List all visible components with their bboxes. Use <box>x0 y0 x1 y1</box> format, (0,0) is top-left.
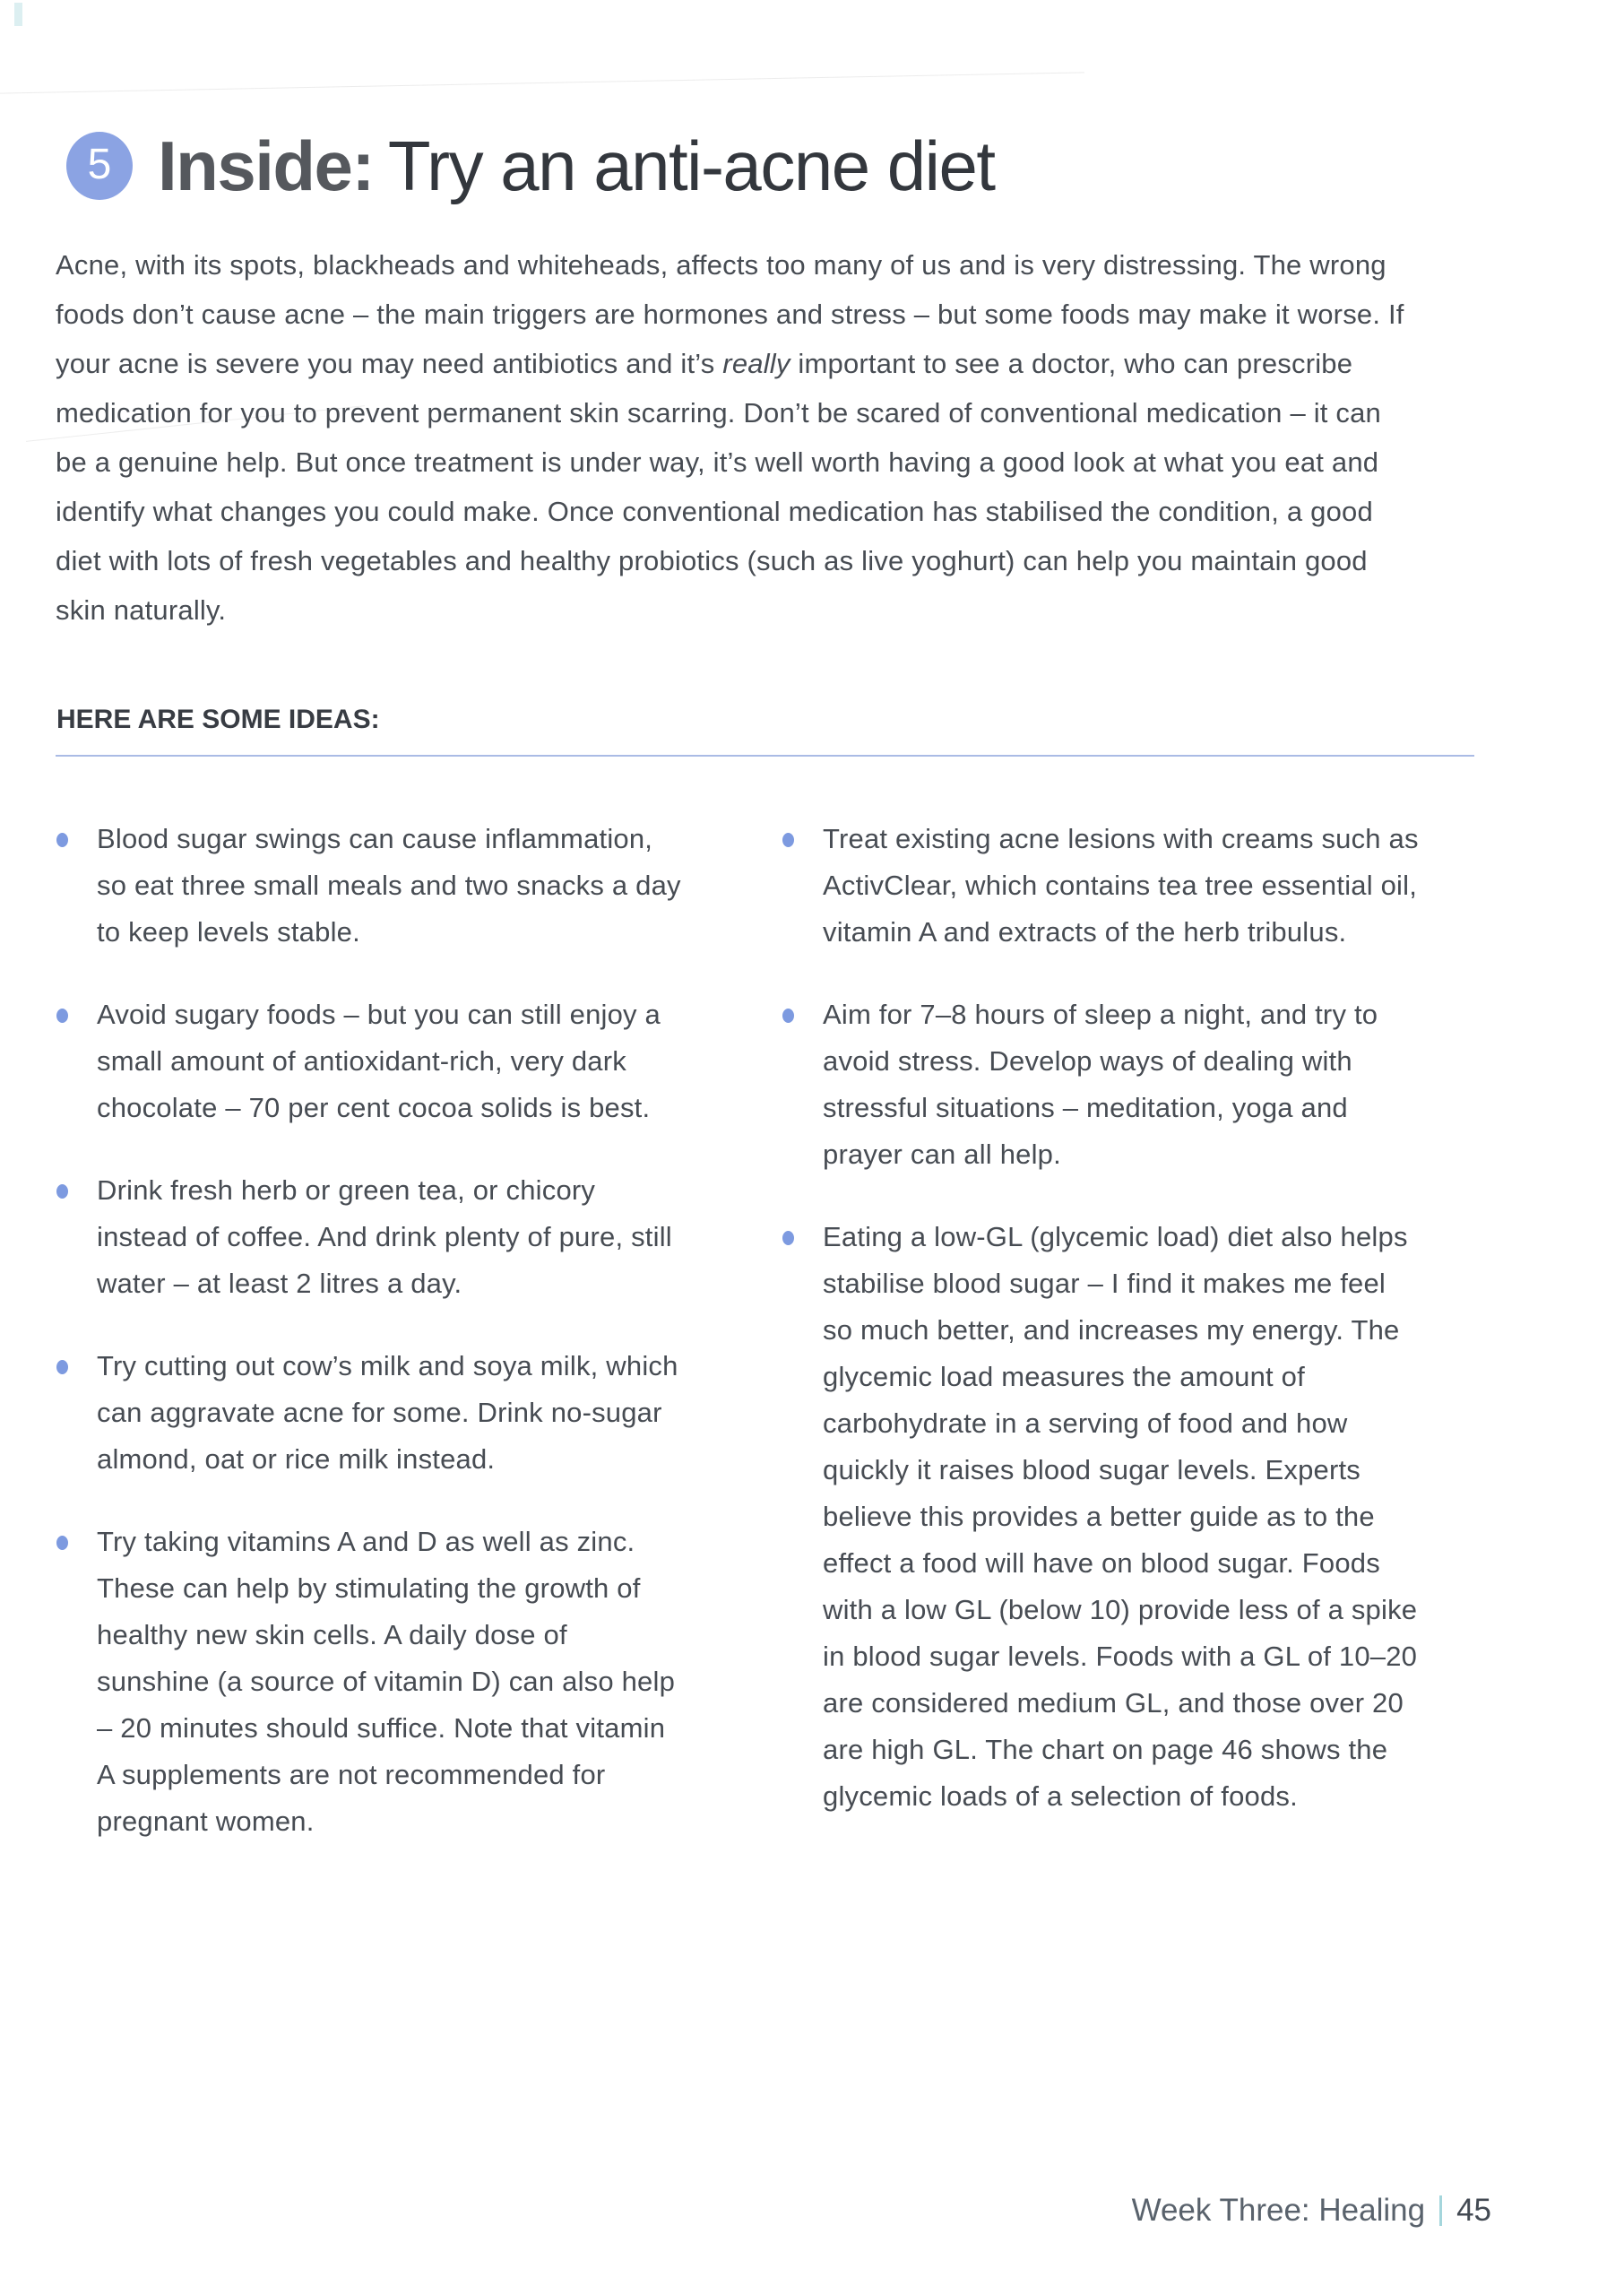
footer-page-number: 45 <box>1456 2193 1491 2228</box>
ideas-left-column <box>56 816 683 1881</box>
idea-text: Try taking vitamins A and D as well as zinc. These can help by stimulating the growth of healthy new skin cells. A daily dose of sunshine (a source of vitamin D) can also help – 20 minutes should suffice. Note that vitamin A supplements are not recommended for pregnant women. <box>97 1526 676 1837</box>
idea-text: Aim for 7–8 hours of sleep a night, and try to avoid stress. Develop ways of dealing with stressful situations – meditation, yoga and prayer can all help. <box>823 999 1378 1170</box>
idea-text: Drink fresh herb or green tea, or chicory instead of coffee. And drink plenty of pure, still water – at least 2 litres a day. <box>97 1174 672 1299</box>
chapter-number: 5 <box>87 141 112 188</box>
page-title <box>158 126 995 205</box>
idea-item <box>56 991 683 1131</box>
idea-item <box>56 816 683 956</box>
idea-text: Blood sugar swings can cause inflammation, so eat three small meals and two snacks a day to keep levels stable. <box>97 823 681 948</box>
intro-text-after-italic: important to see a doctor, who can prescribe medication for you to prevent permanent skin scarring. Don’t be scared of conventional medication – it can be a genuine help. But once treatment is under way, it’s well worth having a good look at what you eat and identify what changes you could make. Once conventional medication has stabilised the condition, a good diet with lots of fresh vegetables and healthy probiotics (such as live yoghurt) can help you maintain good skin naturally. <box>56 348 1381 626</box>
intro-paragraph <box>56 240 1418 635</box>
chapter-number-badge <box>66 132 133 200</box>
footer-divider <box>1439 2195 1442 2226</box>
intro-italic-word: really <box>722 348 790 379</box>
idea-text: Try cutting out cow’s milk and soya milk, which can aggravate acne for some. Drink no-sugar almond, oat or rice milk instead. <box>97 1350 678 1475</box>
idea-item <box>56 1343 683 1483</box>
heading-rule <box>56 755 1474 757</box>
bullet-dot <box>56 1360 68 1374</box>
ideas-right-column <box>782 816 1420 1856</box>
page-heading <box>66 126 995 205</box>
bullet-dot <box>56 833 68 847</box>
idea-item <box>56 1167 683 1307</box>
title-rest: Try an anti-acne diet <box>387 126 995 205</box>
scan-artifact-line <box>0 72 1084 93</box>
idea-text: Avoid sugary foods – but you can still enjoy a small amount of antioxidant-rich, very dark chocolate – 70 per cent cocoa solids is best. <box>97 999 661 1123</box>
page-footer <box>1132 2193 1491 2229</box>
idea-item <box>782 991 1420 1178</box>
idea-text: Eating a low-GL (glycemic load) diet also helps stabilise blood sugar – I find it makes me feel so much better, and increases my energy. The glycemic load measures the amount of carbohydrate in a serving of food and how quickly it raises blood sugar levels. Experts believe this provides a better guide as to the effect a food will have on blood sugar. Foods with a low GL (below 10) provide less of a spike in blood sugar levels. Foods with a GL of 10–20 are considered medium GL, and those over 20 are high GL. The chart on page 46 shows the glycemic loads of a selection of foods. <box>823 1221 1418 1812</box>
idea-item <box>782 1214 1420 1820</box>
title-lead: Inside: <box>158 126 374 205</box>
bullet-dot <box>56 1009 68 1023</box>
bullet-dot <box>782 1231 794 1245</box>
bullet-dot <box>782 1009 794 1023</box>
bullet-dot <box>782 833 794 847</box>
idea-item <box>56 1519 683 1845</box>
scan-artifact-mark <box>14 3 22 26</box>
bullet-dot <box>56 1184 68 1199</box>
footer-section-label: Week Three: Healing <box>1131 2193 1426 2228</box>
idea-text: Treat existing acne lesions with creams such as ActivClear, which contains tea tree essential oil, vitamin A and extracts of the herb tribulus. <box>823 823 1419 948</box>
bullet-dot <box>56 1536 68 1550</box>
intro-text-before-italic: Acne, with its spots, blackheads and whiteheads, affects too many of us and is very distressing. The wrong foods don’t cause acne – the main triggers are hormones and stress – but some foods may make it worse. If your acne is severe you may need antibiotics and it’s <box>56 249 1404 379</box>
idea-item <box>782 816 1420 956</box>
ideas-heading: HERE ARE SOME IDEAS: <box>56 705 380 734</box>
